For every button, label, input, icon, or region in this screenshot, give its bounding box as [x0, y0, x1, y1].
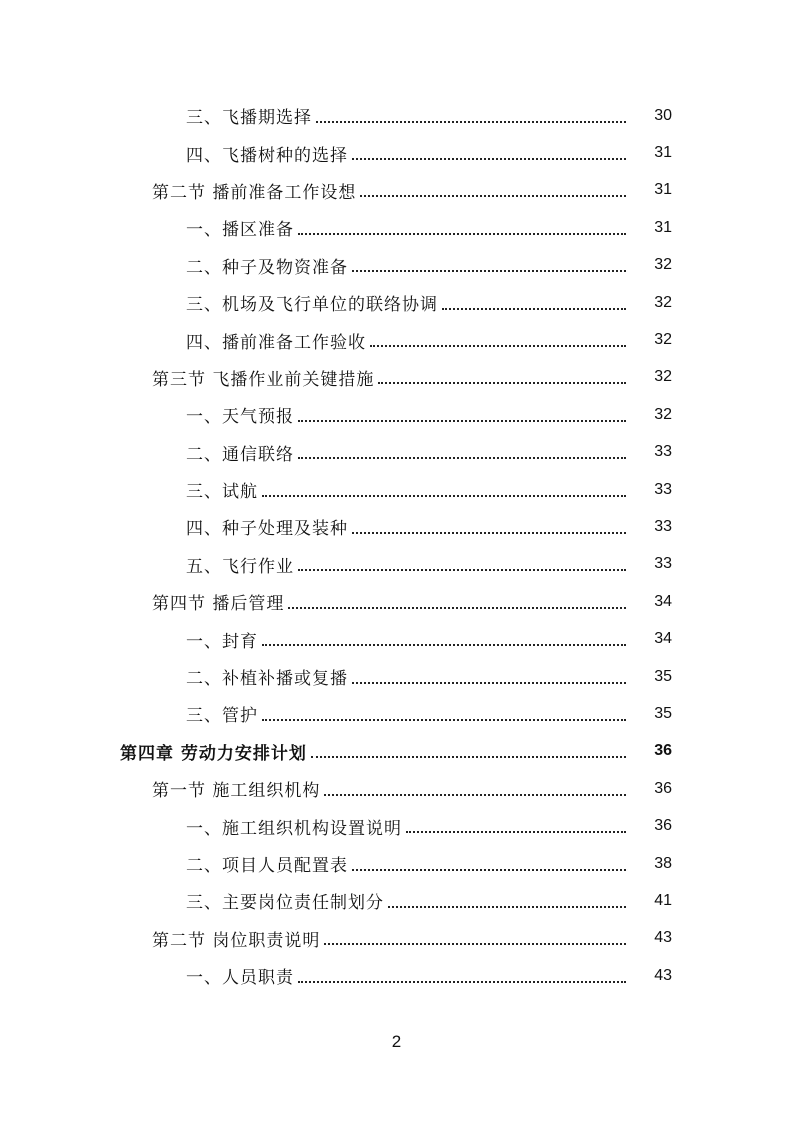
toc-entry[interactable] [0, 546, 793, 583]
toc-entry-page: 36 [654, 742, 672, 760]
toc-entry-label: 五、飞行作业 [186, 556, 294, 577]
toc-entry[interactable] [0, 695, 793, 732]
toc-entry-label: 四、播前准备工作验收 [186, 332, 366, 353]
toc-entry[interactable] [0, 920, 793, 957]
toc-entry-label: 四、飞播树种的选择 [186, 145, 348, 166]
toc-entry[interactable] [0, 209, 793, 246]
toc-leader-dots [378, 382, 626, 384]
toc-entry-page: 30 [654, 106, 672, 124]
toc-entry-page: 38 [654, 854, 672, 872]
toc-leader-dots [352, 158, 626, 160]
page-number: 2 [391, 1032, 402, 1051]
toc-entry-label: 第二节 播前准备工作设想 [152, 182, 357, 203]
toc-entry[interactable] [0, 284, 793, 321]
toc-leader-dots [388, 906, 626, 908]
toc-entry-page: 36 [654, 779, 672, 797]
toc-entry[interactable] [0, 97, 793, 134]
toc-leader-dots [298, 420, 626, 422]
toc-leader-dots [298, 981, 626, 983]
toc-entry-label: 三、机场及飞行单位的联络协调 [186, 295, 438, 316]
toc-entry-label: 三、飞播期选择 [186, 108, 312, 129]
toc-entry-page: 31 [654, 144, 672, 162]
toc-leader-dots [288, 607, 626, 609]
toc-entry-page: 43 [654, 929, 672, 947]
toc-leader-dots [311, 756, 626, 758]
toc-entry-label: 二、项目人员配置表 [186, 856, 348, 876]
toc-entry-page: 32 [654, 293, 672, 311]
toc-leader-dots [370, 345, 626, 347]
toc-entry-label: 第二节 岗位职责说明 [152, 930, 321, 951]
toc-entry[interactable] [0, 359, 793, 396]
toc-leader-dots [352, 532, 626, 534]
toc-leader-dots [298, 569, 626, 571]
toc-leader-dots [324, 794, 626, 796]
toc-entry[interactable] [0, 134, 793, 171]
toc-entry-page: 31 [654, 181, 672, 199]
toc-leader-dots [298, 457, 626, 459]
toc-entry-page: 33 [654, 517, 672, 535]
toc-leader-dots [406, 831, 626, 833]
toc-entry[interactable] [0, 658, 793, 695]
toc-entry-page: 33 [654, 555, 672, 573]
toc-entry-page: 31 [654, 218, 672, 236]
toc-entry[interactable] [0, 882, 793, 919]
toc-entry-label: 二、通信联络 [186, 444, 294, 465]
toc-leader-dots [262, 644, 626, 646]
toc-entry-label: 三、主要岗位责任制划分 [186, 893, 384, 914]
toc-entry-label: 一、人员职责 [186, 968, 294, 989]
toc-entry[interactable] [0, 620, 793, 657]
toc-entry[interactable] [0, 508, 793, 545]
toc-entry[interactable] [0, 471, 793, 508]
toc-entry-page: 34 [654, 592, 672, 610]
toc-entry-label: 一、施工组织机构设置说明 [186, 818, 402, 839]
toc-entry[interactable] [0, 434, 793, 471]
toc-entry-label: 第三节 飞播作业前关键措施 [152, 369, 375, 390]
toc-leader-dots [262, 719, 626, 721]
toc-leader-dots [316, 121, 626, 123]
toc-entry-page: 33 [654, 480, 672, 498]
toc-entry[interactable] [0, 770, 793, 807]
toc-entry-label: 第一节 施工组织机构 [152, 781, 321, 802]
toc-entry-page: 32 [654, 256, 672, 274]
toc-entry-label: 一、天气预报 [186, 407, 294, 428]
toc-entry[interactable] [0, 583, 793, 620]
toc-entry[interactable] [0, 845, 793, 882]
toc-leader-dots [352, 270, 626, 272]
toc-entry[interactable] [0, 321, 793, 358]
toc-entry-label: 一、播区准备 [186, 220, 294, 241]
toc-entry[interactable] [0, 733, 793, 770]
toc-entry[interactable] [0, 807, 793, 844]
toc-entry-page: 33 [654, 443, 672, 461]
toc-entry-page: 32 [654, 331, 672, 349]
toc-entry[interactable] [0, 247, 793, 284]
toc-entry-label: 三、管护 [186, 706, 258, 727]
toc-entry-page: 43 [654, 966, 672, 984]
toc-leader-dots [352, 869, 626, 871]
table-of-contents [0, 97, 793, 994]
toc-entry-page: 32 [654, 368, 672, 386]
toc-leader-dots [360, 195, 626, 197]
toc-entry-page: 35 [654, 704, 672, 722]
toc-entry-label: 一、封育 [186, 631, 258, 652]
toc-entry-page: 34 [654, 630, 672, 648]
toc-leader-dots [262, 495, 626, 497]
toc-leader-dots [352, 682, 626, 684]
toc-entry-label: 第四节 播后管理 [152, 594, 285, 615]
toc-entry-page: 32 [654, 405, 672, 423]
toc-entry[interactable] [0, 957, 793, 994]
toc-entry-page: 41 [654, 891, 672, 909]
toc-leader-dots [324, 943, 626, 945]
toc-entry-label: 三、试航 [186, 482, 258, 503]
toc-entry-label: 二、补植补播或复播 [186, 669, 348, 690]
toc-leader-dots [442, 308, 626, 310]
toc-entry[interactable] [0, 172, 793, 209]
toc-entry-page: 35 [654, 667, 672, 685]
toc-entry-label: 二、种子及物资准备 [186, 257, 348, 278]
toc-entry[interactable] [0, 396, 793, 433]
toc-entry-label: 第四章 劳动力安排计划 [120, 743, 307, 764]
toc-leader-dots [298, 233, 626, 235]
toc-entry-label: 四、种子处理及装种 [186, 519, 348, 540]
toc-entry-page: 36 [654, 817, 672, 835]
